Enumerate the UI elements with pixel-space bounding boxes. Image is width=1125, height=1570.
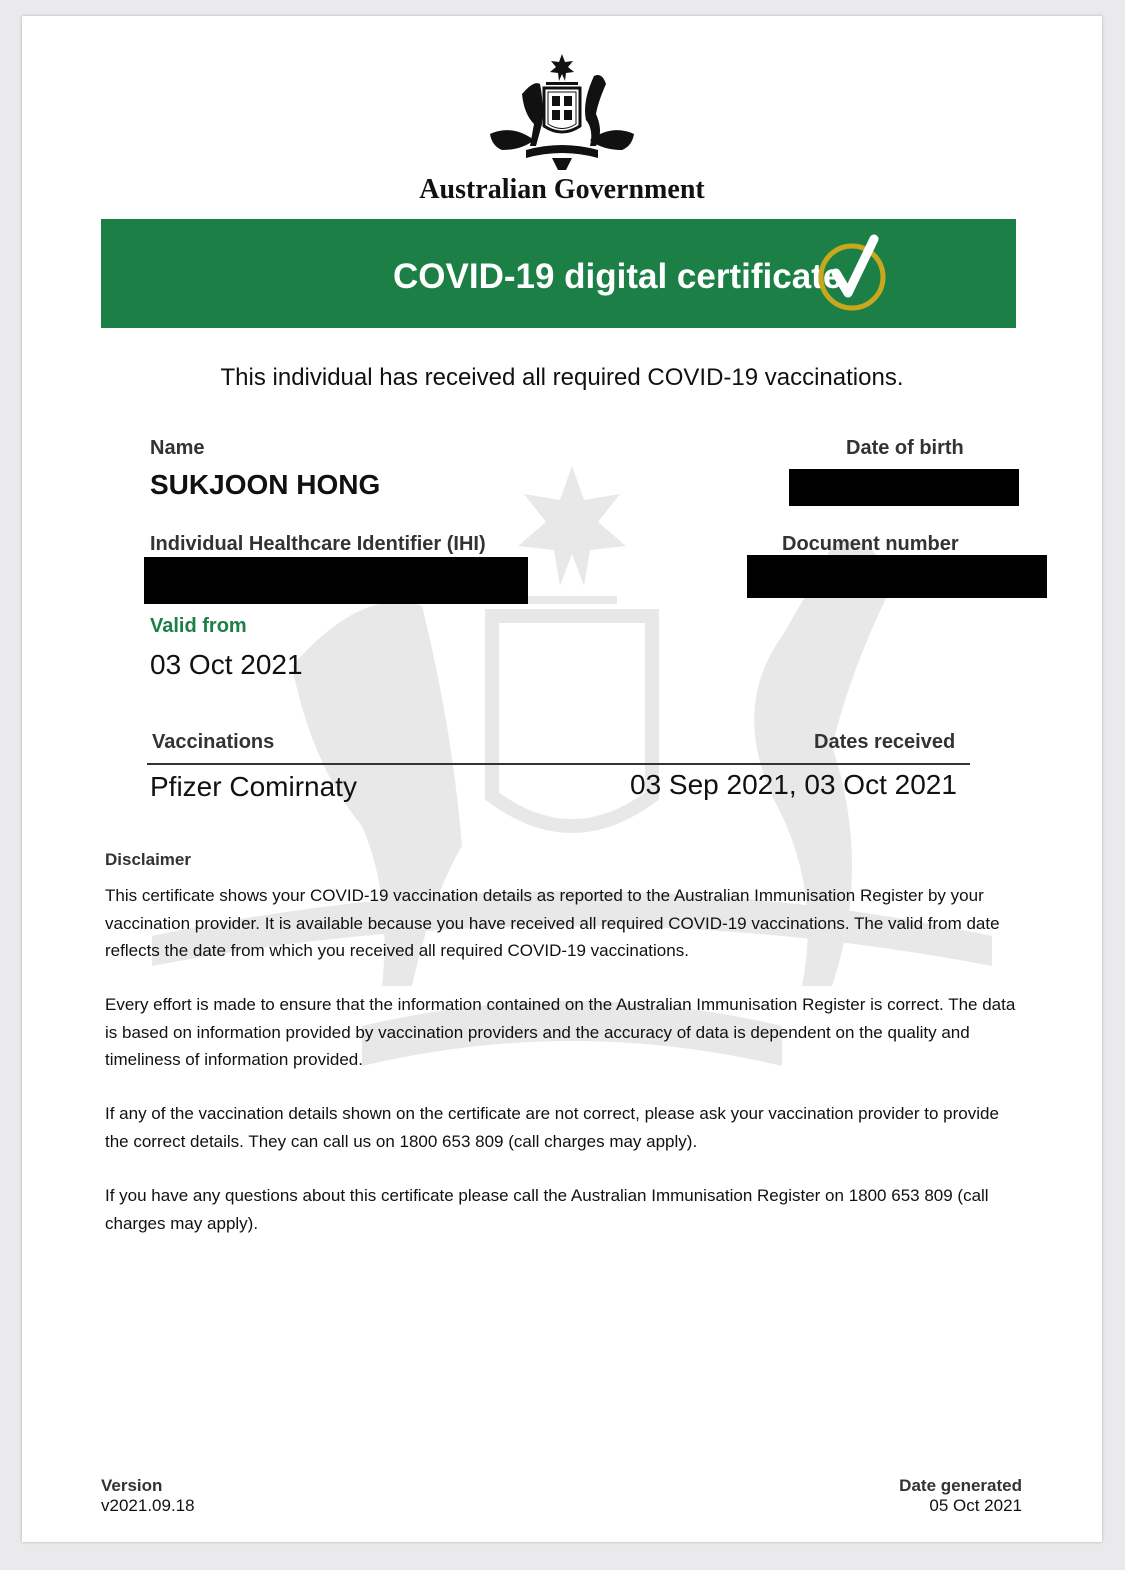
disclaimer-paragraph: If you have any questions about this certificate please call the Australian Immunisation Register on 1800 653 809 (call charges may apply). [105, 1186, 989, 1233]
version-label: Version [101, 1476, 163, 1495]
disclaimer-paragraph: This certificate shows your COVID-19 vaccination details as reported to the Australian Immunisation Register by your vaccination provider. It is available because you have received all required COVID-19 vaccinations. The valid from date reflects the date from which you received all required COVID-19 vaccinations. [105, 886, 1000, 960]
date-generated-value: 05 Oct 2021 [929, 1496, 1022, 1515]
government-title: Australian Government [419, 174, 705, 205]
check-badge-icon [818, 231, 890, 315]
dob-redaction [789, 469, 1019, 506]
dob-label: Date of birth [846, 437, 964, 459]
document-number-redaction [747, 555, 1047, 598]
name-label: Name [150, 437, 205, 459]
disclaimer-title: Disclaimer [105, 850, 191, 869]
document-number-label: Document number [782, 533, 959, 555]
name-value: SUKJOON HONG [150, 469, 381, 500]
dates-received-header: Dates received [814, 731, 956, 753]
ihi-redaction [144, 557, 528, 604]
vaccination-status-statement: This individual has received all required COVID-19 vaccinations. [220, 364, 904, 391]
coat-of-arms-icon [482, 54, 642, 172]
certificate-page [22, 16, 1102, 1542]
disclaimer-paragraph: If any of the vaccination details shown on the certificate are not correct, please ask your vaccination provider to provide the correct details. They can call us on 1800 653 809 (call charges may apply). [105, 1104, 999, 1151]
ihi-label: Individual Healthcare Identifier (IHI) [150, 533, 486, 555]
banner-title: COVID-19 digital certificate [393, 257, 843, 296]
dates-received-value: 03 Sep 2021, 03 Oct 2021 [630, 769, 957, 800]
valid-from-label: Valid from [150, 615, 247, 637]
version-value: v2021.09.18 [101, 1496, 195, 1515]
disclaimer-paragraph: Every effort is made to ensure that the information contained on the Australian Immunisation Register is correct. The data is based on information provided by vaccination providers and the accuracy of data is dependent on the quality and timeliness of information provided. [105, 995, 1016, 1069]
date-generated-label: Date generated [899, 1476, 1022, 1495]
vaccine-name: Pfizer Comirnaty [150, 771, 357, 802]
vaccinations-divider [147, 763, 970, 765]
valid-from-value: 03 Oct 2021 [150, 649, 303, 680]
vaccinations-header: Vaccinations [152, 731, 275, 753]
certificate-banner [101, 219, 1016, 328]
